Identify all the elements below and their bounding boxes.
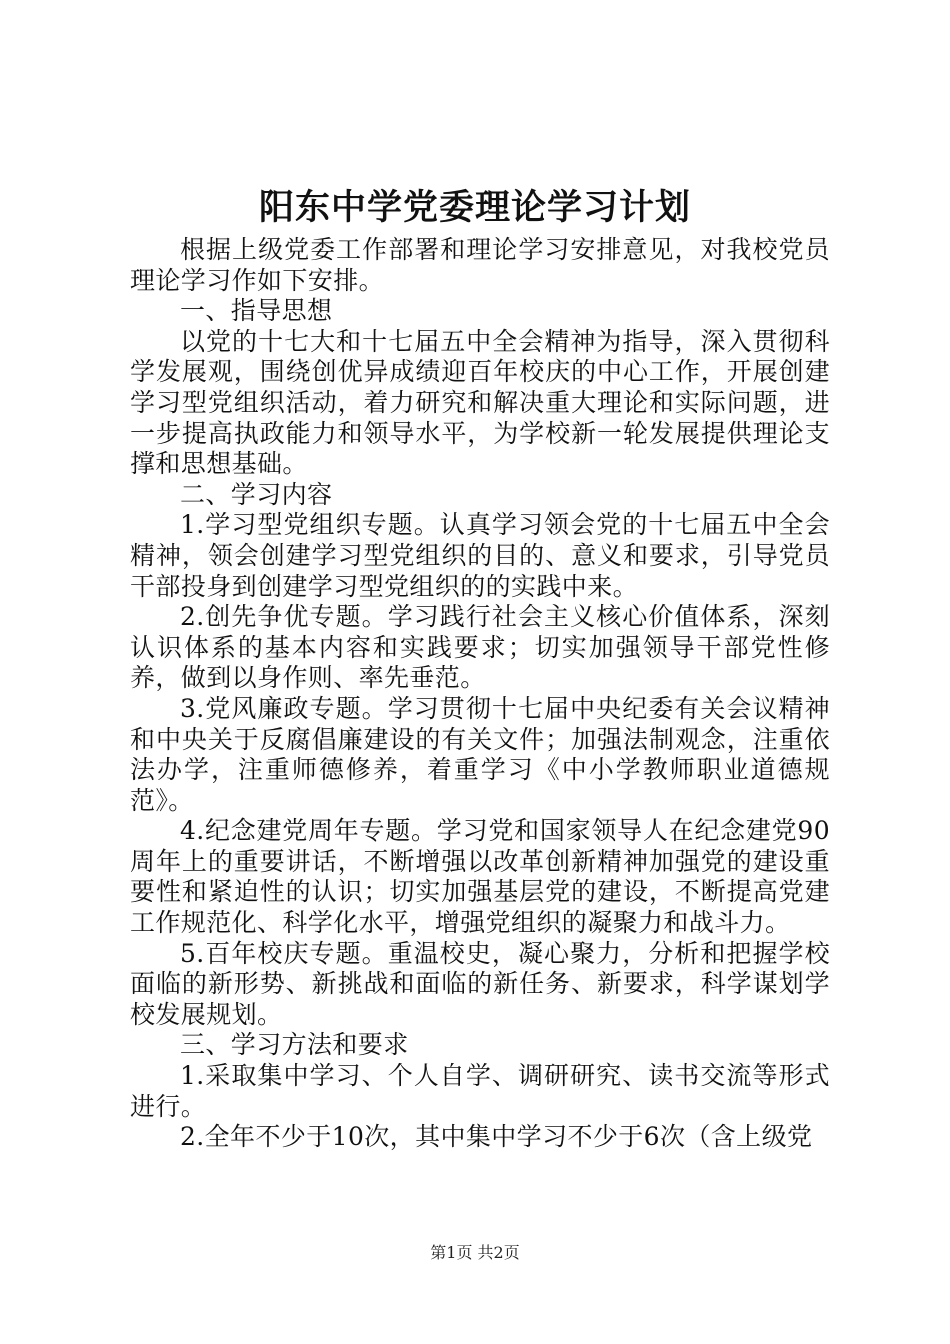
paragraph-study-content-item: 4.纪念建党周年专题。学习党和国家领导人在纪念建党90周年上的重要讲话，不断增强以改革创新精神加强党的建设重要性和紧迫性的认识；切实加强基层党的建设，不断提高党建工作规范化、科学化水平，增强党组织的凝聚力和战斗力。: [130, 816, 830, 938]
section-heading-guiding-ideology: 一、指导思想: [180, 296, 333, 326]
page-footer: 第1页 共2页: [430, 1243, 520, 1262]
paragraph-study-content-item: 5.百年校庆专题。重温校史，凝心聚力，分析和把握学校面临的新形势、新挑战和面临的新任务、新要求，科学谋划学校发展规划。: [130, 938, 830, 1029]
paragraph-intro: 根据上级党委工作部署和理论学习安排意见，对我校党员理论学习作如下安排。: [130, 235, 830, 295]
document-title: 阳东中学党委理论学习计划: [258, 187, 691, 228]
paragraph-guiding-ideology: 以党的十七大和十七届五中全会精神为指导，深入贯彻科学发展观，围绕创优异成绩迎百年校庆的中心工作，开展创建学习型党组织活动，着力研究和解决重大理论和实际问题，进一步提高执政能力和领导水平，为学校新一轮发展提供理论支撑和思想基础。: [130, 326, 830, 479]
paragraph-study-content-item: 2.创先争优专题。学习践行社会主义核心价值体系，深刻认识体系的基本内容和实践要求；切实加强领导干部党性修养，做到以身作则、率先垂范。: [130, 602, 830, 693]
section-heading-methods-requirements: 三、学习方法和要求: [180, 1030, 409, 1060]
paragraph-study-content-item: 1.学习型党组织专题。认真学习领会党的十七届五中全会精神，领会创建学习型党组织的目的、意义和要求，引导党员干部投身到创建学习型党组织的的实践中来。: [130, 510, 830, 601]
paragraph-method-item: 2.全年不少于10次，其中集中学习不少于6次（含上级党: [180, 1122, 813, 1152]
paragraph-study-content-item: 3.党风廉政专题。学习贯彻十七届中央纪委有关会议精神和中央关于反腐倡廉建设的有关文件；加强法制观念，注重依法办学，注重师德修养，着重学习《中小学教师职业道德规范》。: [130, 693, 830, 815]
section-heading-study-content: 二、学习内容: [180, 479, 333, 509]
paragraph-method-item: 1.采取集中学习、个人自学、调研研究、读书交流等形式进行。: [130, 1061, 830, 1121]
document-body: [130, 235, 830, 1153]
